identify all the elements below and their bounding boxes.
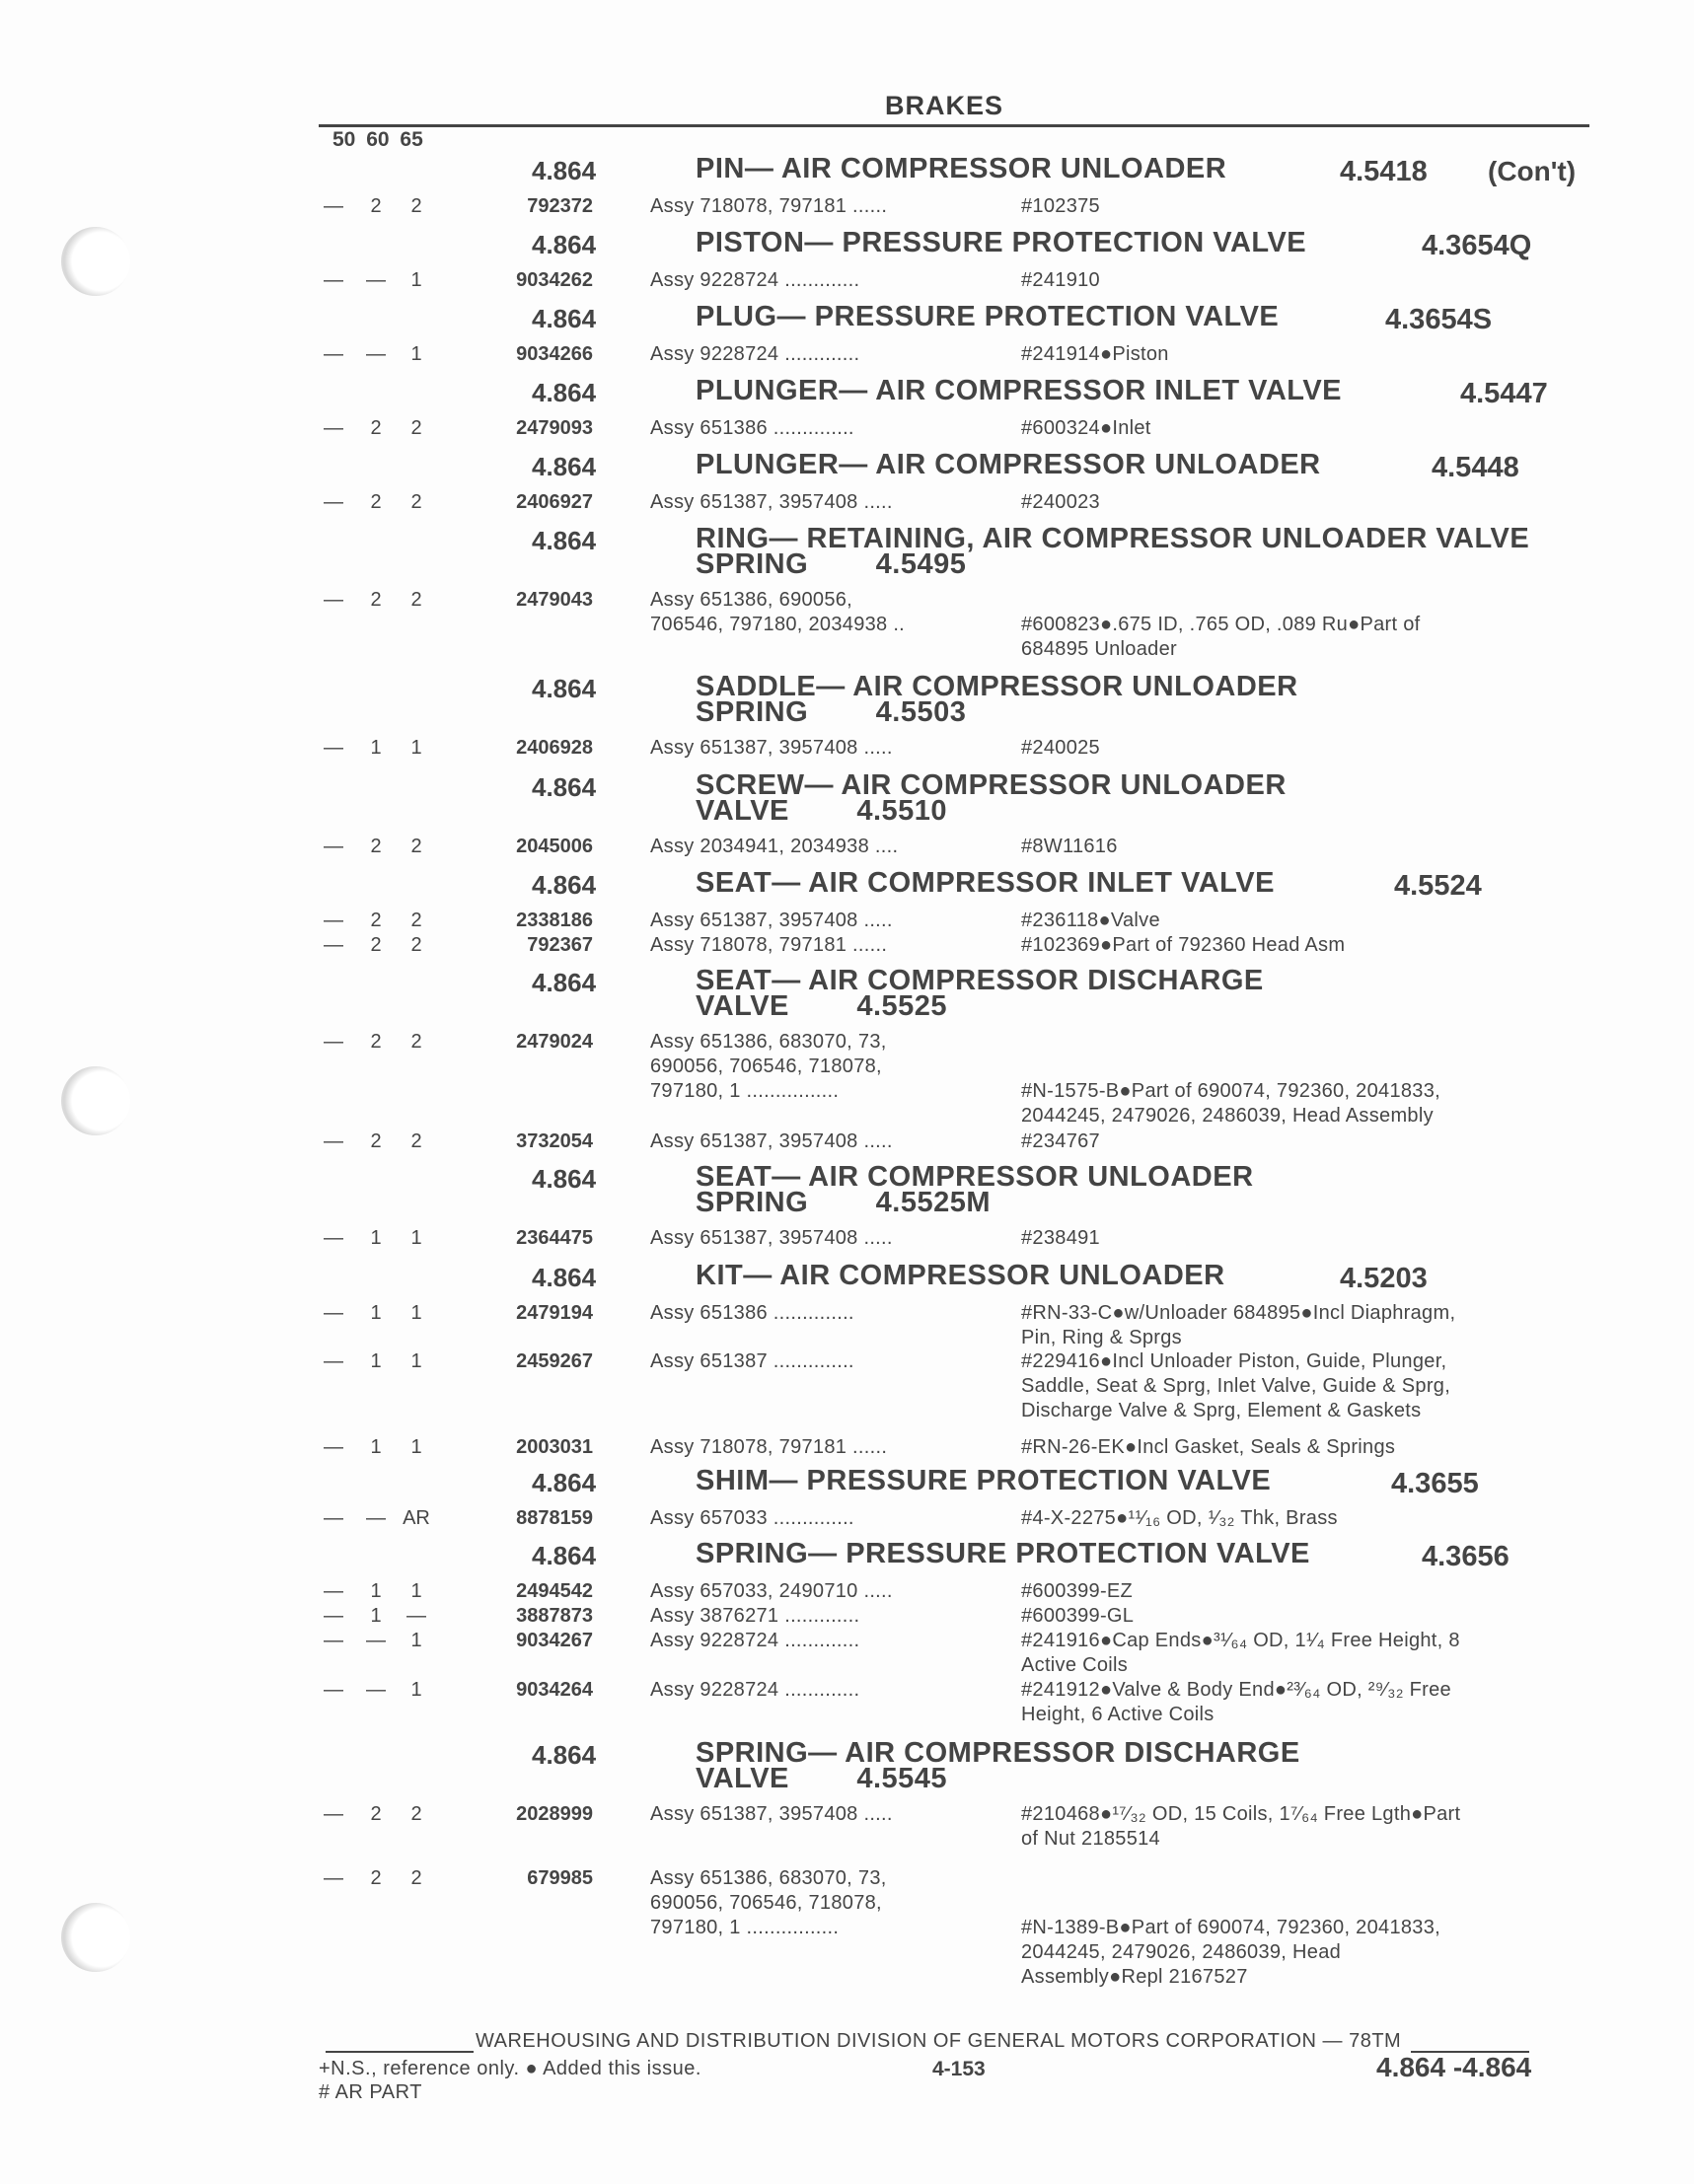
- assembly-reference: Assy 651386 ..............: [650, 417, 854, 439]
- part-description: #N-1575-B●Part of 690074, 792360, 2041833, 2044245, 2479026, 2486039, Head Assembly: [1021, 1080, 1440, 1127]
- section-title-text: SEAT— AIR COMPRESSOR INLET VALVE: [696, 867, 1275, 899]
- part-number: 9034264: [516, 1679, 593, 1701]
- part-section: [319, 1460, 1601, 1499]
- part-description: #8W11616: [1021, 836, 1118, 857]
- qty-60: 1: [370, 1302, 382, 1324]
- qty-50: —: [324, 1350, 343, 1372]
- section-ref-number: 4.5525M: [875, 1187, 992, 1218]
- qty-50: —: [324, 1436, 343, 1458]
- assembly-reference: Assy 3876271 .............: [650, 1605, 860, 1627]
- section-title-text: PIN— AIR COMPRESSOR UNLOADER: [696, 153, 1227, 184]
- part-description: #4-X-2275●¹¹⁄₁₆ OD, ¹⁄₃₂ Thk, Brass: [1021, 1507, 1338, 1529]
- part-number: 792367: [527, 934, 593, 956]
- qty-65: 2: [410, 836, 422, 857]
- section-title: [696, 764, 1601, 827]
- section-title: [696, 148, 1601, 182]
- assembly-reference: Assy 651386, 690056, 706546, 797180, 2034938 ..: [650, 589, 906, 635]
- part-row: [319, 268, 1601, 293]
- part-row: [319, 1802, 1601, 1852]
- part-section: [319, 296, 1601, 335]
- group-number: 4.864: [532, 378, 597, 407]
- qty-65: 2: [410, 195, 422, 217]
- section-ref-number: 4.5447: [1460, 378, 1548, 409]
- qty-50: —: [324, 269, 343, 291]
- part-row: [319, 1129, 1601, 1154]
- section-ref-number: 4.3656: [1422, 1541, 1510, 1572]
- part-number: 2003031: [516, 1436, 593, 1458]
- group-number: 4.864: [532, 526, 597, 555]
- qty-60: —: [366, 1507, 386, 1529]
- part-description: #238491: [1021, 1227, 1100, 1249]
- part-description: #600823●.675 ID, .765 OD, .089 Ru●Part of 684895 Unloader: [1021, 614, 1421, 660]
- section-title-text: SHIM— PRESSURE PROTECTION VALVE: [696, 1465, 1272, 1496]
- part-description: #210468●¹⁷⁄₃₂ OD, 15 Coils, 1⁷⁄₆₄ Free Lgth●Part of Nut 2185514: [1021, 1803, 1461, 1850]
- year-columns-header: 50 60 65: [332, 128, 423, 151]
- qty-60: 2: [370, 1867, 382, 1889]
- part-number: 2406928: [516, 737, 593, 759]
- assembly-reference: Assy 718078, 797181 ......: [650, 934, 888, 956]
- part-section: [319, 1156, 1601, 1218]
- qty-60: 1: [370, 1605, 382, 1627]
- part-row: [319, 1030, 1601, 1128]
- assembly-reference: Assy 657033 ..............: [650, 1507, 854, 1529]
- assembly-reference: Assy 2034941, 2034938 ....: [650, 836, 899, 857]
- part-number: 9034266: [516, 343, 593, 365]
- part-row: [319, 416, 1601, 441]
- assembly-reference: Assy 657033, 2490710 .....: [650, 1580, 893, 1602]
- assembly-reference: Assy 9228724 .............: [650, 1630, 860, 1651]
- qty-60: —: [366, 1679, 386, 1701]
- section-ref-number: 4.5203: [1340, 1263, 1428, 1294]
- part-description: #229416●Incl Unloader Piston, Guide, Plunger, Saddle, Seat & Sprg, Inlet Valve, Guide & Sprg, Discharge Valve & Sprg, Element & Gaskets: [1021, 1350, 1451, 1421]
- assembly-reference: Assy 651387, 3957408 .....: [650, 1227, 893, 1249]
- part-section: [319, 370, 1601, 409]
- section-title: [696, 666, 1601, 728]
- section-title: [696, 1255, 1601, 1291]
- qty-50: —: [324, 1580, 343, 1602]
- part-description: #241914●Piston: [1021, 343, 1169, 365]
- part-section: [319, 1255, 1601, 1294]
- qty-60: 2: [370, 589, 382, 611]
- part-section: [319, 1533, 1601, 1572]
- section-title-continued: VALVE: [696, 1763, 789, 1794]
- part-description: #241910: [1021, 269, 1100, 291]
- qty-65: 1: [410, 1630, 422, 1651]
- qty-65: 1: [410, 343, 422, 365]
- part-number: 2494542: [516, 1580, 593, 1602]
- qty-50: —: [324, 1803, 343, 1825]
- part-description: #N-1389-B●Part of 690074, 792360, 2041833, 2044245, 2479026, 2486039, Head Assembly●Repl 2167527: [1021, 1917, 1440, 1988]
- qty-50: —: [324, 836, 343, 857]
- assembly-reference: Assy 9228724 .............: [650, 1679, 860, 1701]
- qty-65: 1: [410, 1302, 422, 1324]
- qty-60: 1: [370, 1436, 382, 1458]
- section-ref-number: 4.5525: [856, 990, 948, 1022]
- assembly-reference: Assy 651387, 3957408 .....: [650, 1130, 893, 1152]
- group-number: 4.864: [532, 772, 597, 802]
- part-row: [319, 909, 1601, 933]
- section-ref-number: 4.5503: [875, 696, 967, 728]
- part-row: [319, 1226, 1601, 1251]
- part-row: [319, 1629, 1601, 1678]
- qty-65: 2: [410, 1867, 422, 1889]
- footer-division-text: WAREHOUSING AND DISTRIBUTION DIVISION OF GENERAL MOTORS CORPORATION — 78TM: [476, 2030, 1402, 2052]
- section-ref-number: 4.5524: [1394, 870, 1482, 902]
- part-description: #RN-26-EK●Incl Gasket, Seals & Springs: [1021, 1436, 1396, 1458]
- qty-65: 1: [410, 1580, 422, 1602]
- part-section: [319, 444, 1601, 483]
- qty-65: AR: [403, 1507, 430, 1529]
- section-title: [696, 518, 1601, 580]
- footer-note-ar: # AR PART: [319, 2081, 422, 2103]
- part-row: [319, 1349, 1601, 1423]
- part-section: [319, 148, 1601, 187]
- section-title-text: PLUNGER— AIR COMPRESSOR UNLOADER: [696, 449, 1321, 480]
- group-range: 4.864 -4.864: [1376, 2052, 1532, 2082]
- group-number: 4.864: [532, 1468, 597, 1497]
- part-number: 8878159: [516, 1507, 593, 1529]
- part-row: [319, 194, 1601, 219]
- qty-65: 2: [410, 1130, 422, 1152]
- part-number: 2028999: [516, 1803, 593, 1825]
- section-ref-number: 4.5510: [856, 795, 948, 827]
- assembly-reference: Assy 718078, 797181 ......: [650, 1436, 888, 1458]
- part-number: 2045006: [516, 836, 593, 857]
- part-description: #102369●Part of 792360 Head Asm: [1021, 934, 1346, 956]
- assembly-reference: Assy 651387, 3957408 .....: [650, 910, 893, 931]
- section-title-text: SADDLE— AIR COMPRESSOR UNLOADER: [696, 671, 1298, 702]
- footer-division: [326, 2030, 1590, 2053]
- assembly-reference: Assy 651387, 3957408 .....: [650, 1803, 893, 1825]
- part-number: 2479043: [516, 589, 593, 611]
- section-title-text: PLUG— PRESSURE PROTECTION VALVE: [696, 301, 1280, 332]
- part-row: [319, 933, 1601, 958]
- qty-65: 2: [410, 934, 422, 956]
- part-row: [319, 1678, 1601, 1727]
- qty-50: —: [324, 589, 343, 611]
- qty-60: 1: [370, 1580, 382, 1602]
- binder-hole-middle: [61, 1066, 130, 1135]
- part-row: [319, 736, 1601, 761]
- section-title: [696, 960, 1601, 1022]
- qty-50: —: [324, 737, 343, 759]
- qty-50: —: [324, 1227, 343, 1249]
- qty-60: —: [366, 343, 386, 365]
- part-number: 2338186: [516, 910, 593, 931]
- assembly-reference: Assy 651386, 683070, 73, 690056, 706546, 718078, 797180, 1 ................: [650, 1031, 887, 1102]
- part-row: [319, 1579, 1601, 1604]
- qty-50: —: [324, 491, 343, 513]
- qty-65: 2: [410, 491, 422, 513]
- footer-note-legend: +N.S., reference only. ● Added this issue.: [319, 2058, 701, 2079]
- qty-65: 2: [410, 1803, 422, 1825]
- part-description: #600399-EZ: [1021, 1580, 1134, 1602]
- qty-50: —: [324, 910, 343, 931]
- qty-50: —: [324, 1302, 343, 1324]
- part-description: #240025: [1021, 737, 1100, 759]
- qty-60: 1: [370, 1350, 382, 1372]
- part-description: #RN-33-C●w/Unloader 684895●Incl Diaphragm, Pin, Ring & Sprgs: [1021, 1302, 1456, 1348]
- continued-label: (Con't): [1488, 156, 1577, 186]
- section-title-continued: SPRING: [696, 696, 809, 728]
- qty-50: —: [324, 417, 343, 439]
- part-number: 2459267: [516, 1350, 593, 1372]
- section-ref-number: 4.5448: [1432, 452, 1519, 483]
- qty-60: 2: [370, 195, 382, 217]
- part-number: 679985: [527, 1867, 593, 1889]
- section-title-text: SEAT— AIR COMPRESSOR DISCHARGE: [696, 965, 1264, 996]
- binder-hole-top: [61, 227, 130, 296]
- qty-65: 2: [410, 589, 422, 611]
- part-section: [319, 666, 1601, 728]
- qty-60: 2: [370, 491, 382, 513]
- part-number: 2479194: [516, 1302, 593, 1324]
- part-description: #102375: [1021, 195, 1100, 217]
- section-title-text: KIT— AIR COMPRESSOR UNLOADER: [696, 1260, 1225, 1291]
- qty-50: —: [324, 1867, 343, 1889]
- qty-60: 2: [370, 910, 382, 931]
- qty-50: —: [324, 1130, 343, 1152]
- part-row: [319, 588, 1601, 662]
- part-section: [319, 960, 1601, 1022]
- qty-65: 2: [410, 1031, 422, 1053]
- part-section: [319, 222, 1601, 261]
- group-number: 4.864: [532, 1164, 597, 1194]
- part-description: #234767: [1021, 1130, 1100, 1152]
- part-row: [319, 490, 1601, 515]
- qty-50: —: [324, 1507, 343, 1529]
- qty-50: —: [324, 934, 343, 956]
- part-description: #600324●Inlet: [1021, 417, 1151, 439]
- qty-50: —: [324, 195, 343, 217]
- qty-60: 2: [370, 934, 382, 956]
- part-description: #241916●Cap Ends●³¹⁄₆₄ OD, 1¹⁄₄ Free Height, 8 Active Coils: [1021, 1630, 1460, 1676]
- part-number: 2406927: [516, 491, 593, 513]
- qty-50: —: [324, 1679, 343, 1701]
- qty-60: —: [366, 1630, 386, 1651]
- part-row: [319, 342, 1601, 367]
- qty-50: —: [324, 1630, 343, 1651]
- qty-65: 1: [410, 1679, 422, 1701]
- qty-60: 1: [370, 1227, 382, 1249]
- part-number: 2479093: [516, 417, 593, 439]
- part-number: 9034262: [516, 269, 593, 291]
- section-title-continued: VALVE: [696, 795, 789, 827]
- part-number: 3887873: [516, 1605, 593, 1627]
- assembly-reference: Assy 651386 ..............: [650, 1302, 854, 1324]
- group-number: 4.864: [532, 1263, 597, 1292]
- part-row: [319, 1604, 1601, 1629]
- group-number: 4.864: [532, 452, 597, 481]
- part-row: [319, 1301, 1601, 1350]
- qty-65: 1: [410, 1436, 422, 1458]
- section-title: [696, 1156, 1601, 1218]
- qty-65: 2: [410, 417, 422, 439]
- binder-hole-bottom: [61, 1903, 130, 1972]
- part-section: [319, 1732, 1601, 1794]
- section-ref-number: 4.5495: [875, 548, 967, 580]
- assembly-reference: Assy 651387, 3957408 .....: [650, 491, 893, 513]
- qty-60: 2: [370, 1803, 382, 1825]
- page-title: BRAKES: [885, 91, 1004, 120]
- section-ref-number: 4.3655: [1391, 1468, 1479, 1499]
- assembly-reference: Assy 718078, 797181 ......: [650, 195, 888, 217]
- assembly-reference: Assy 651387 ..............: [650, 1350, 854, 1372]
- part-row: [319, 835, 1601, 859]
- part-row: [319, 1866, 1601, 1990]
- group-number: 4.864: [532, 870, 597, 900]
- section-title-continued: VALVE: [696, 990, 789, 1022]
- section-title-continued: SPRING: [696, 548, 809, 580]
- qty-60: —: [366, 269, 386, 291]
- qty-65: —: [406, 1605, 426, 1627]
- part-row: [319, 1435, 1601, 1460]
- qty-50: —: [324, 1605, 343, 1627]
- qty-60: 2: [370, 836, 382, 857]
- assembly-reference: Assy 9228724 .............: [650, 269, 860, 291]
- section-title-text: PISTON— PRESSURE PROTECTION VALVE: [696, 227, 1307, 258]
- section-title: [696, 1732, 1601, 1794]
- part-number: 792372: [527, 195, 593, 217]
- group-number: 4.864: [532, 230, 597, 259]
- section-title-text: SPRING— PRESSURE PROTECTION VALVE: [696, 1538, 1310, 1569]
- page-number: 4-153: [932, 2058, 986, 2080]
- group-number: 4.864: [532, 968, 597, 997]
- section-title-text: SPRING— AIR COMPRESSOR DISCHARGE: [696, 1737, 1300, 1769]
- section-title-text: SCREW— AIR COMPRESSOR UNLOADER: [696, 769, 1287, 801]
- qty-65: 2: [410, 910, 422, 931]
- part-description: #240023: [1021, 491, 1100, 513]
- part-description: #241912●Valve & Body End●²³⁄₆₄ OD, ²⁹⁄₃₂ Free Height, 6 Active Coils: [1021, 1679, 1451, 1725]
- part-number: 9034267: [516, 1630, 593, 1651]
- qty-65: 1: [410, 269, 422, 291]
- section-ref-number: 4.3654S: [1385, 304, 1493, 335]
- part-number: 3732054: [516, 1130, 593, 1152]
- footer-rule-left: [326, 2051, 474, 2053]
- qty-65: 1: [410, 1227, 422, 1249]
- qty-50: —: [324, 1031, 343, 1053]
- group-number: 4.864: [532, 1740, 597, 1770]
- part-number: 2479024: [516, 1031, 593, 1053]
- part-description: #236118●Valve: [1021, 910, 1160, 931]
- part-section: [319, 518, 1601, 580]
- section-ref-number: 4.5545: [856, 1763, 948, 1794]
- part-number: 2364475: [516, 1227, 593, 1249]
- qty-60: 1: [370, 737, 382, 759]
- qty-60: 2: [370, 1130, 382, 1152]
- section-ref-number: 4.5418: [1340, 156, 1428, 187]
- section-title-text: SEAT— AIR COMPRESSOR UNLOADER: [696, 1161, 1254, 1193]
- header-rule: [319, 124, 1589, 127]
- assembly-reference: Assy 651386, 683070, 73, 690056, 706546, 718078, 797180, 1 ................: [650, 1867, 887, 1938]
- qty-65: 1: [410, 737, 422, 759]
- qty-60: 2: [370, 1031, 382, 1053]
- group-number: 4.864: [532, 304, 597, 333]
- section-ref-number: 4.3654Q: [1422, 230, 1532, 261]
- part-description: #600399-GL: [1021, 1605, 1135, 1627]
- part-section: [319, 764, 1601, 827]
- assembly-reference: Assy 651387, 3957408 .....: [650, 737, 893, 759]
- group-number: 4.864: [532, 674, 597, 703]
- qty-50: —: [324, 343, 343, 365]
- group-number: 4.864: [532, 1541, 597, 1570]
- qty-60: 2: [370, 417, 382, 439]
- assembly-reference: Assy 9228724 .............: [650, 343, 860, 365]
- qty-65: 1: [410, 1350, 422, 1372]
- section-title-text: RING— RETAINING, AIR COMPRESSOR UNLOADER VALVE: [696, 523, 1530, 554]
- part-section: [319, 862, 1601, 902]
- section-title-continued: SPRING: [696, 1187, 809, 1218]
- group-number: 4.864: [532, 156, 597, 185]
- part-row: [319, 1506, 1601, 1531]
- section-title-text: PLUNGER— AIR COMPRESSOR INLET VALVE: [696, 375, 1343, 406]
